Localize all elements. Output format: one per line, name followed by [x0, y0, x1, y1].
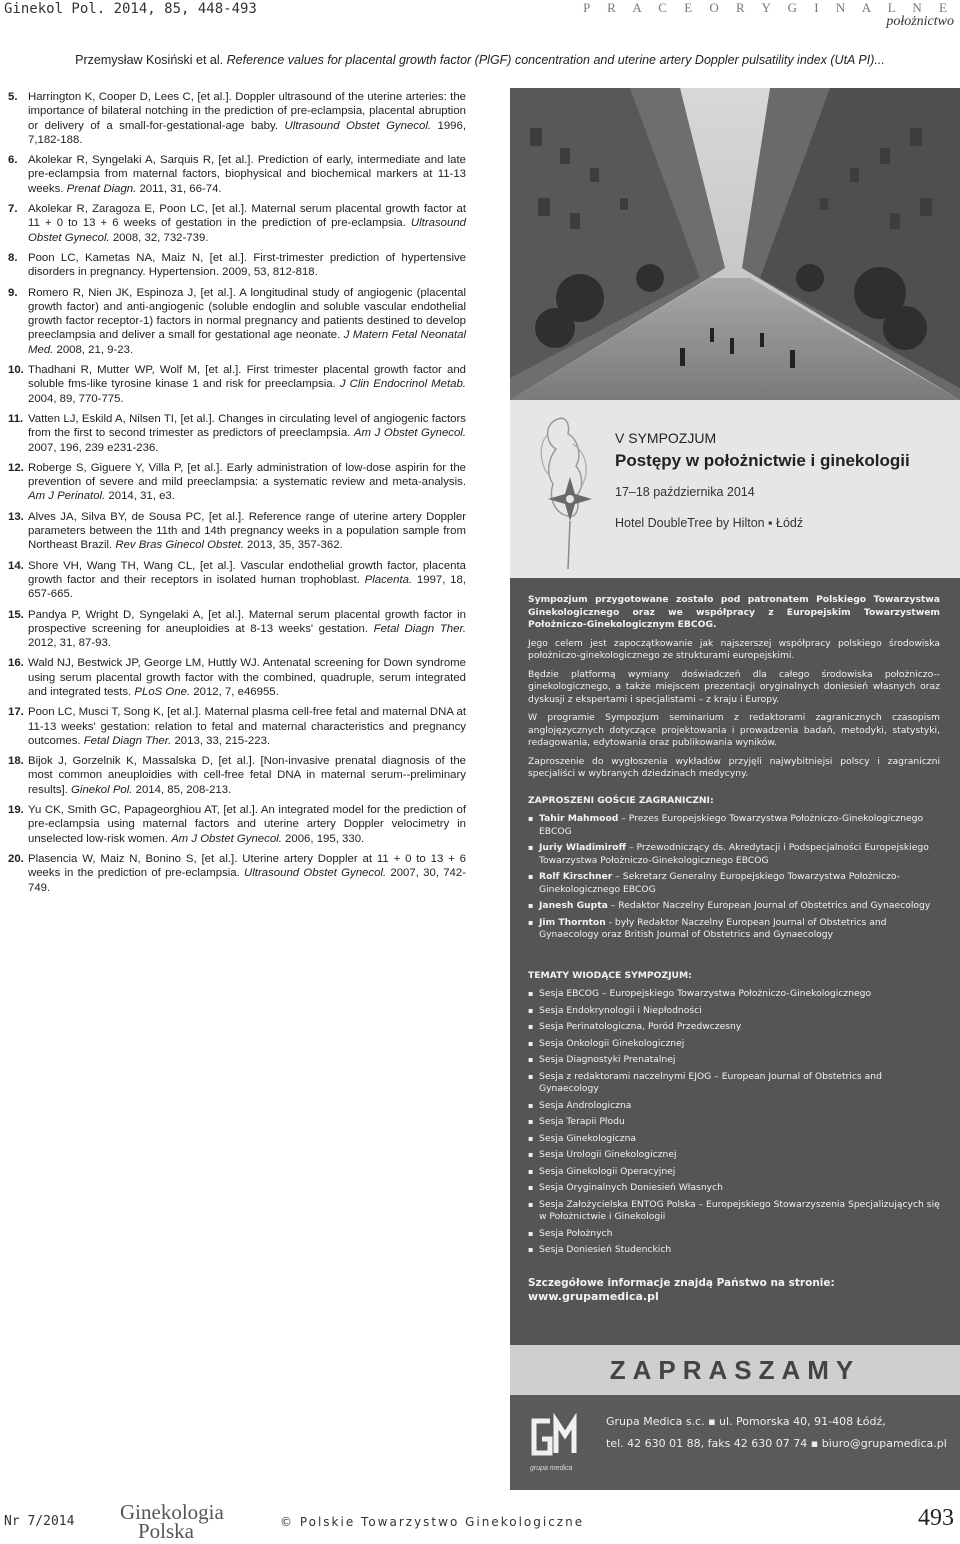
reference-text: Pandya P, Wright D, Syngelaki A, [et al.]. Maternal serum placental growth factor in prospective screening for aneuploidies at 8-13 weeks' gestation. — [28, 608, 466, 635]
symposium-title: Postępy w położnictwie i ginekologii — [615, 451, 910, 470]
street-photo-graphic — [510, 88, 960, 400]
woman-flower-illustration-icon — [518, 404, 613, 574]
reference-item — [8, 286, 466, 357]
invite-text: ZAPRASZAMY — [609, 1355, 861, 1385]
website-link[interactable]: www.grupamedica.pl — [528, 1290, 659, 1303]
guest-item — [528, 842, 940, 867]
topic-item: ▪ Sesja Diagnostyki Prenatalnej — [528, 1054, 940, 1067]
reference-item — [8, 90, 466, 147]
topic-item: ▪ Sesja Ginekologiczna — [528, 1133, 940, 1146]
reference-text: Yu CK, Smith GC, Papageorghiou AT, [et al.]. An integrated model for the prediction of pre-eclampsia using maternal factors and uterine artery Doppler velocimetry in unselected low-risk women. — [28, 804, 466, 845]
reference-text: Vatten LJ, Eskild A, Nilsen TI, [et al.]. Changes in circulating level of angiogenic factors from the first to second trimester as predictors of preeclampsia. — [28, 412, 466, 440]
reference-journal: Ultrasound Obstet Gynecol. — [244, 867, 387, 880]
reference-number: 19. — [8, 804, 24, 817]
reference-text: Poon LC, Kametas NA, Maiz N, [et al.]. First-trimester prediction of hypertensive disorders in pregnancy. Hypertension. 2009, 53, 812-818. — [28, 251, 466, 279]
advert-header — [510, 400, 960, 578]
reference-number: 16. — [8, 657, 24, 670]
running-head-title: Reference values for placental growth factor (PlGF) concentration and uterine artery Doppler pulsatility index (UtA PI)... — [226, 53, 885, 67]
guest-item — [528, 900, 940, 913]
reference-journal: PLoS One. — [134, 685, 191, 698]
reference-citation: 1996, 7,182-188. — [28, 119, 467, 146]
reference-citation: 2007, 30, 742-749. — [28, 867, 466, 894]
guests-heading: ZAPROSZENI GOŚCIE ZAGRANICZNI: — [528, 794, 714, 806]
symposium-date: 17–18 października 2014 — [615, 485, 755, 499]
reference-item — [8, 608, 466, 651]
contact-phone-email: tel. 42 630 01 88, faks 42 630 07 74 ▪ biuro@grupamedica.pl — [606, 1437, 947, 1450]
reference-item — [8, 251, 466, 280]
reference-number: 7. — [8, 203, 18, 216]
reference-citation: 2007, 196, 239 e231-236. — [28, 441, 159, 454]
reference-text: Romero R, Nien JK, Espinoza J, [et al.]. A longitudinal study of angiogenic (placental growth factor) and anti-angiogenic (soluble endoglin and soluble vascular endothelial growth factor receptor-1) factors in normal pregnancy and patients destined to develop preeclampsia and deliver a small for gestational age neonate. — [28, 286, 466, 342]
reference-text: Roberge S, Giguere Y, Villa P, [et al.]. Early administration of low-dose aspirin for the prevention of severe and mild preeclampsia: a systematic review and meta-analysis. — [28, 461, 466, 489]
topic-item: ▪ Sesja Ginekologii Operacyjnej — [528, 1166, 940, 1179]
topic-item: ▪ Sesja Oryginalnych Doniesień Własnych — [528, 1182, 940, 1195]
advert-paragraph-1: Jego celem jest zapoczątkowanie jak najszerszej współpracy polskiego środowiska położniczo-ginekologicznego ze strukturami europejskimi. — [528, 637, 940, 661]
reference-journal: J Clin Endocrinol Metab. — [339, 378, 466, 391]
symposium-venue: Hotel DoubleTree by Hilton ▪ Łódź — [615, 516, 804, 530]
reference-journal: Ultrasound Obstet Gynecol. — [28, 217, 466, 244]
reference-text: Poon LC, Musci T, Song K, [et al.]. Maternal plasma cell-free fetal and maternal DNA at 11-13 weeks' gestation: relation to fetal and maternal characteristics and pregnancy outcomes. — [28, 706, 466, 747]
reference-journal: J Matern Fetal Neonatal Med. — [28, 329, 466, 356]
reference-text: Bijok J, Gorzelnik K, Massalska D, [et al.]. [Non-invasive prenatal diagnosis of the most common aneuploidies with cell-free fetal DNA in maternal serum--preliminary results]. — [28, 755, 466, 796]
topic-item: ▪ Sesja Położnych — [528, 1228, 940, 1241]
advert-body — [510, 578, 960, 1383]
guest-role: – Sekretarz Generalny Europejskiego Towarzystwa Położniczo-Ginekologicznego EBCOG — [539, 871, 900, 895]
journal-logo-line1: Ginekologia — [120, 1500, 224, 1524]
reference-item — [8, 754, 466, 797]
guest-item — [528, 813, 940, 838]
reference-citation: 1997, 18, 657-665. — [28, 573, 466, 601]
symposium-edition: V SYMPOZJUM — [615, 430, 717, 446]
running-head — [0, 53, 960, 67]
symposium-advert — [510, 400, 960, 1490]
contact-address: Grupa Medica s.c. ▪ ul. Pomorska 40, 91-408 Łódź, — [606, 1415, 886, 1428]
reference-journal: Am J Obstet Gynecol. — [171, 832, 282, 845]
reference-number: 11. — [8, 412, 24, 425]
advert-paragraph-3: W programie Sympozjum seminarium z redaktorami zagranicznych czasopism anglojęzycznych dotyczące projektowania i prowadzenia badań, metodyki, statystyki, redagowania, edytowania oraz publikowania wyników. — [528, 712, 940, 748]
advert-paragraph-4: Zaproszenie do wygłoszenia wykładów przyjęli najwybitniejsi polscy i zagraniczni specjaliści w wybranych dziedzinach medycyny. — [528, 755, 940, 779]
reference-item — [8, 803, 466, 846]
reference-number: 18. — [8, 755, 24, 768]
reference-item — [8, 363, 466, 406]
reference-text: Harrington K, Cooper D, Lees C, [et al.]. Doppler ultrasound of the uterine arteries: the importance of bilateral notching in the prediction of pre-eclampsia, placental abruption or delivery of a small-for-gestational-age baby. — [28, 91, 466, 132]
reference-journal: Fetal Diagn Ther. — [373, 622, 466, 635]
city-street-photo — [510, 88, 960, 400]
reference-journal: Prenat Diagn. — [66, 182, 137, 195]
reference-citation: 2012, 31, 87-93. — [28, 637, 111, 650]
topic-item: ▪ Sesja z redaktorami naczelnymi EJOG – European Journal of Obstetrics and Gynaecology — [528, 1071, 940, 1096]
reference-item — [8, 153, 466, 196]
reference-number: 15. — [8, 608, 24, 621]
page-number: 493 — [918, 1505, 954, 1531]
journal-logo-line2: Polska — [138, 1519, 195, 1543]
guest-name: Rolf Kirschner — [539, 871, 613, 882]
reference-journal: Rev Bras Ginecol Obstet. — [115, 539, 244, 552]
topic-item: ▪ Sesja Perinatologiczna, Poród Przedwczesny — [528, 1021, 940, 1034]
advert-paragraph-2: Będzie platformą wymiany doświadczeń dla całego środowiska położniczo--ginekologicznego, a także miejscem prezentacji oryginalnych doniesień własnych oraz dyskusji z ekspertami i specjalistami – z kraju i Europy. — [528, 668, 940, 705]
guest-role: – Redaktor Naczelny European Journal of Obstetrics and Gynaecology — [607, 900, 931, 911]
reference-number: 9. — [8, 286, 18, 299]
invite-banner — [510, 1345, 960, 1395]
reference-number: 5. — [8, 91, 18, 103]
reference-number: 10. — [8, 364, 24, 377]
reference-number: 17. — [8, 706, 24, 719]
reference-text: Akolekar R, Zaragoza E, Poon LC, [et al.]. Maternal serum placental growth factor at 11 + 0 to 13 + 6 weeks of gestation in the prediction of pre-eclampsia. — [28, 203, 466, 230]
topic-item: ▪ Sesja Onkologii Ginekologicznej — [528, 1038, 940, 1051]
reference-item — [8, 559, 466, 602]
grupa-medica-logo-icon — [528, 1413, 580, 1461]
reference-number: 8. — [8, 251, 18, 264]
advert-footer — [510, 1395, 960, 1490]
reference-journal: Ginekol Pol. — [71, 783, 133, 796]
society-copyright: © Polskie Towarzystwo Ginekologiczne — [280, 1515, 585, 1529]
advert-intro: Sympozjum przygotowane zostało pod patronatem Polskiego Towarzystwa Ginekologicznego oraz we współpracy z Europejskim Towarzystwem Położniczo-Ginekologicznym EBCOG. — [528, 594, 940, 630]
reference-journal: Am J Obstet Gynecol. — [353, 427, 467, 440]
reference-citation: 2014, 31, e3. — [105, 490, 175, 503]
topic-item: ▪ Sesja Andrologiczna — [528, 1100, 940, 1113]
guest-name: Juriy Wladimiroff — [539, 842, 627, 853]
guest-name: Jim Thornton — [539, 916, 606, 928]
topics-list — [528, 988, 940, 1257]
reference-item — [8, 202, 466, 245]
reference-text: Wald NJ, Bestwick JP, George LM, Huttly WJ. Antenatal screening for Down syndrome using serum placental growth factor with the combined, quadruple, serum integrated and integrated tests. — [28, 657, 466, 698]
subsection-label: położnictwo — [886, 14, 954, 29]
reference-citation: 2013, 33, 215-223. — [171, 734, 271, 747]
reference-citation: 2013, 35, 357-362. — [243, 539, 343, 552]
reference-number: 6. — [8, 154, 18, 167]
reference-text: Shore VH, Wang TH, Wang CL, [et al.]. Vascular endothelial growth factor, placenta growth factor and their receptors in isolated human trophoblast. — [28, 559, 466, 586]
reference-text: Akolekar R, Syngelaki A, Sarquis R, [et al.]. Prediction of early, intermediate and late pre-eclampsia from maternal factors, biophysical and biochemical markers at 11-13 weeks. — [28, 154, 466, 195]
reference-list — [8, 90, 466, 901]
guest-name: Janesh Gupta — [539, 900, 608, 911]
guest-name: Tahir Mahmood — [539, 813, 619, 824]
reference-item — [8, 510, 466, 553]
running-head-authors: Przemysław Kosiński et al. — [75, 53, 224, 67]
reference-citation: 2012, 7, e46955. — [190, 685, 279, 698]
logo-caption: grupa medica — [530, 1465, 573, 1472]
reference-journal: Placenta. — [364, 573, 413, 586]
reference-number: 14. — [8, 559, 24, 572]
reference-citation: 2008, 32, 732-739. — [109, 231, 209, 244]
reference-citation: 2011, 31, 66-74. — [136, 182, 222, 195]
reference-item — [8, 656, 466, 699]
topics-heading: TEMATY WIODĄCE SYMPOZJUM: — [528, 969, 692, 981]
topic-item: ▪ Sesja Endokrynologii i Niepłodności — [528, 1005, 940, 1018]
topic-item: ▪ Sesja EBCOG – Europejskiego Towarzystwa Położniczo-Ginekologicznego — [528, 988, 940, 1001]
section-header — [583, 0, 954, 30]
reference-number: 13. — [8, 510, 24, 523]
issue-number: Nr 7/2014 — [4, 1514, 75, 1529]
reference-journal: Ultrasound Obstet Gynecol. — [284, 119, 432, 132]
guest-item — [528, 871, 940, 896]
reference-item — [8, 412, 466, 455]
reference-citation: 2006, 195, 330. — [281, 832, 365, 845]
reference-journal: Fetal Diagn Ther. — [83, 734, 172, 747]
guest-role: – Przewodniczący ds. Akredytacji i Podspecjalności Europejskiego Towarzystwa Położniczo-Ginekologicznego EBCOG — [539, 842, 929, 866]
reference-text: Thadhani R, Mutter WP, Wolf M, [et al.]. First trimester placental growth factor and soluble fms-like tyrosine kinase 1 and risk for preeclampsia. — [28, 364, 466, 391]
section-label: P R A C E O R Y G I N A L N E — [583, 0, 954, 15]
topic-item: ▪ Sesja Doniesień Studenckich — [528, 1244, 940, 1257]
reference-item — [8, 852, 466, 895]
reference-number: 12. — [8, 461, 24, 474]
guest-item — [528, 917, 940, 942]
reference-text: Plasencia W, Maiz N, Bonino S, [et al.]. Uterine artery Doppler at 11 + 0 to 13 + 6 weeks in the prediction of pre-eclampsia. — [28, 852, 466, 880]
reference-item — [8, 461, 466, 504]
guest-role: - były Redaktor Naczelny European Journal of Obstetrics and Gynaecology oraz British Journal of Obstetrics and Gynaecology — [539, 916, 887, 940]
guests-list — [528, 813, 940, 942]
topic-item: ▪ Sesja Terapii Płodu — [528, 1116, 940, 1129]
more-info-text: Szczegółowe informacje znajdą Państwo na stronie: — [528, 1276, 835, 1289]
topic-item: ▪ Sesja Urologii Ginekologicznej — [528, 1149, 940, 1162]
topic-item: ▪ Sesja Założycielska ENTOG Polska – Europejskiego Stowarzyszenia Specjalizujących się w Położnictwie i Ginekologii — [528, 1199, 940, 1224]
reference-citation: 2004, 89, 770-775. — [28, 392, 124, 405]
reference-citation: 2008, 21, 9-23. — [53, 343, 134, 356]
guest-role: – Prezes Europejskiego Towarzystwa Położniczo-Ginekologicznego EBCOG — [539, 813, 924, 837]
reference-citation: 2014, 85, 208-213. — [132, 783, 232, 796]
reference-journal: Am J Perinatol. — [28, 490, 106, 503]
reference-number: 20. — [8, 852, 24, 865]
reference-text: Alves JA, Silva BY, de Sousa PC, [et al.]. Reference range of uterine artery Doppler parameters between the 11th and 14th pregnancy weeks in a population sample from Northeast Brazil. — [28, 510, 466, 552]
journal-citation: Ginekol Pol. 2014, 85, 448-493 — [4, 1, 257, 17]
reference-item — [8, 705, 466, 748]
